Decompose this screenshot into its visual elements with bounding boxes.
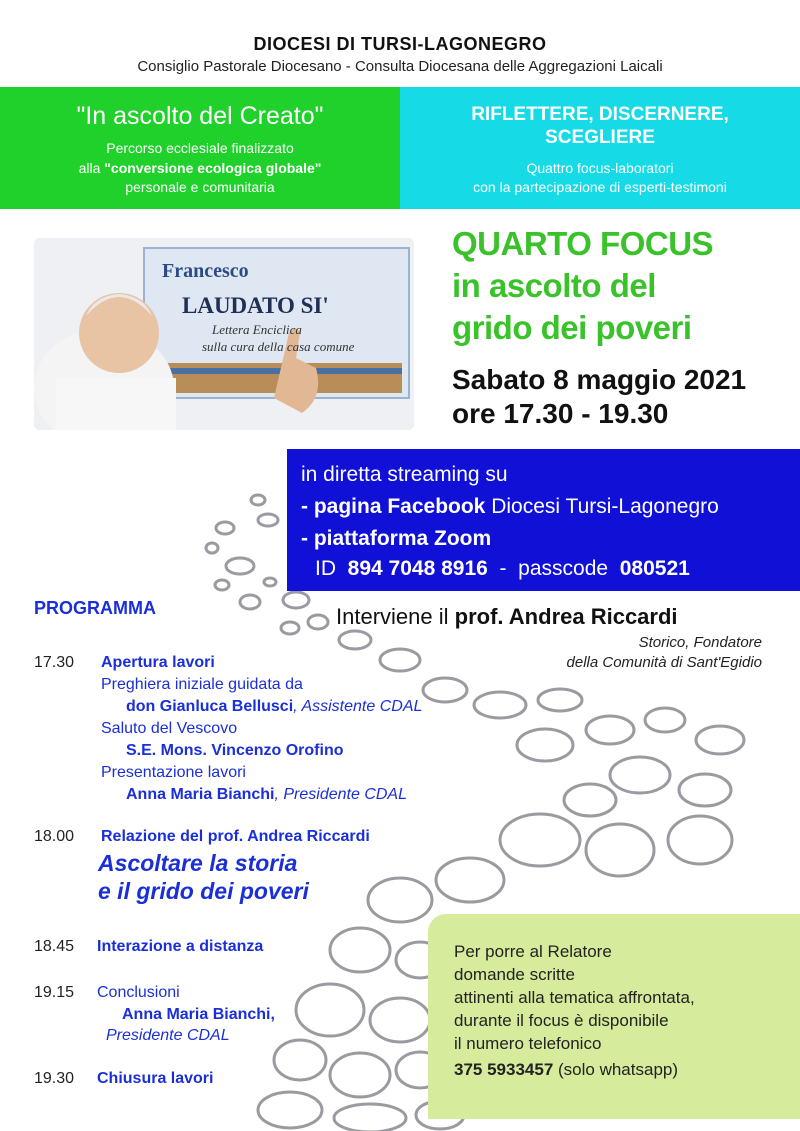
s1-time: 17.30 [34,654,75,671]
event-time: ore 17.30 - 19.30 [452,398,669,429]
focus-line3: grido dei poveri [452,309,692,346]
s1-title: Apertura lavori [101,654,215,671]
banner-right-title-1: RIFLETTERE, DISCERNERE, [471,104,729,125]
banner-right-line1: Quattro focus-laboratori [526,160,674,176]
speaker-role-1: Storico, Fondatore [638,634,762,651]
s1-presentation: Presentazione lavori [101,764,246,781]
zoom-credentials: ID 894 7048 8916 - passcode 080521 [315,557,690,580]
contact-line2: domande scritte [454,965,575,984]
banner-right-title-2: SCEGLIERE [545,127,655,148]
speaker-name: prof. Andrea Riccardi [454,604,678,629]
streaming-box [287,449,800,591]
banner-right-line2: con la partecipazione di esperti-testimoni [473,179,727,195]
streaming-facebook: - pagina Facebook Diocesi Tursi-Lagonegro [301,495,719,518]
contact-phone: 375 5933457 [454,1060,554,1079]
photo-name: Francesco [162,260,249,282]
photo-line1: Lettera Enciclica [212,322,302,337]
pope-laudato-si-photo [34,238,414,430]
s5-time: 19.30 [34,1070,75,1087]
contact-line1: Per porre al Relatore [454,942,612,961]
s3-time: 18.45 [34,938,75,955]
speaker-line: Interviene il prof. Andrea Riccardi [336,604,678,629]
s2-subtitle-1: Ascoltare la storia [98,850,298,876]
zoom-id: 894 7048 8916 [347,557,488,580]
speaker-role-2: della Comunità di Sant'Egidio [566,654,762,671]
banner-left-line2: alla "conversione ecologica globale" [78,160,322,176]
s1-presenter: Anna Maria Bianchi, Presidente CDAL [126,786,407,803]
focus-line2: in ascolto del [452,267,656,304]
diocese-subtitle: Consiglio Pastorale Diocesano - Consulta Diocesana delle Aggregazioni Laicali [137,58,663,75]
s1-greeting: Saluto del Vescovo [101,720,238,737]
s1-bishop: S.E. Mons. Vincenzo Orofino [126,742,344,759]
event-date: Sabato 8 maggio 2021 [452,364,747,395]
contact-line5: il numero telefonico [454,1034,602,1053]
s5-title: Chiusura lavori [97,1070,214,1087]
s4-speaker: Anna Maria Bianchi, [122,1006,275,1023]
s4-title: Conclusioni [97,984,180,1001]
s2-time: 18.00 [34,828,75,845]
diocese-title: DIOCESI DI TURSI-LAGONEGRO [253,34,547,54]
s2-subtitle-2: e il grido dei poveri [98,878,309,904]
contact-phone-line: 375 5933457 (solo whatsapp) [454,1060,679,1079]
photo-line2: sulla cura della casa comune [202,339,355,354]
s1-prayer-leader: don Gianluca Bellusci, Assistente CDAL [126,698,423,715]
banner-left-title: "In ascolto del Creato" [76,102,324,130]
zoom-passcode: 080521 [619,557,690,580]
streaming-intro: in diretta streaming su [301,463,508,486]
banner-left-line1: Percorso ecclesiale finalizzato [106,140,294,156]
s3-title: Interazione a distanza [97,938,264,955]
focus-line1: QUARTO FOCUS [452,225,714,262]
s4-time: 19.15 [34,984,75,1001]
programme-heading: PROGRAMMA [34,598,156,618]
banner-left-line3: personale e comunitaria [125,179,275,195]
s1-prayer: Preghiera iniziale guidata da [101,676,303,693]
contact-line3: attinenti alla tematica affrontata, [454,988,695,1007]
contact-line4: durante il focus è disponibile [454,1011,669,1030]
s2-title: Relazione del prof. Andrea Riccardi [101,828,370,845]
photo-title: LAUDATO SI' [182,293,329,318]
streaming-zoom: - piattaforma Zoom [301,527,492,550]
s4-role: Presidente CDAL [106,1027,230,1044]
banner-left-emphasis: "conversione ecologica globale" [104,160,322,176]
